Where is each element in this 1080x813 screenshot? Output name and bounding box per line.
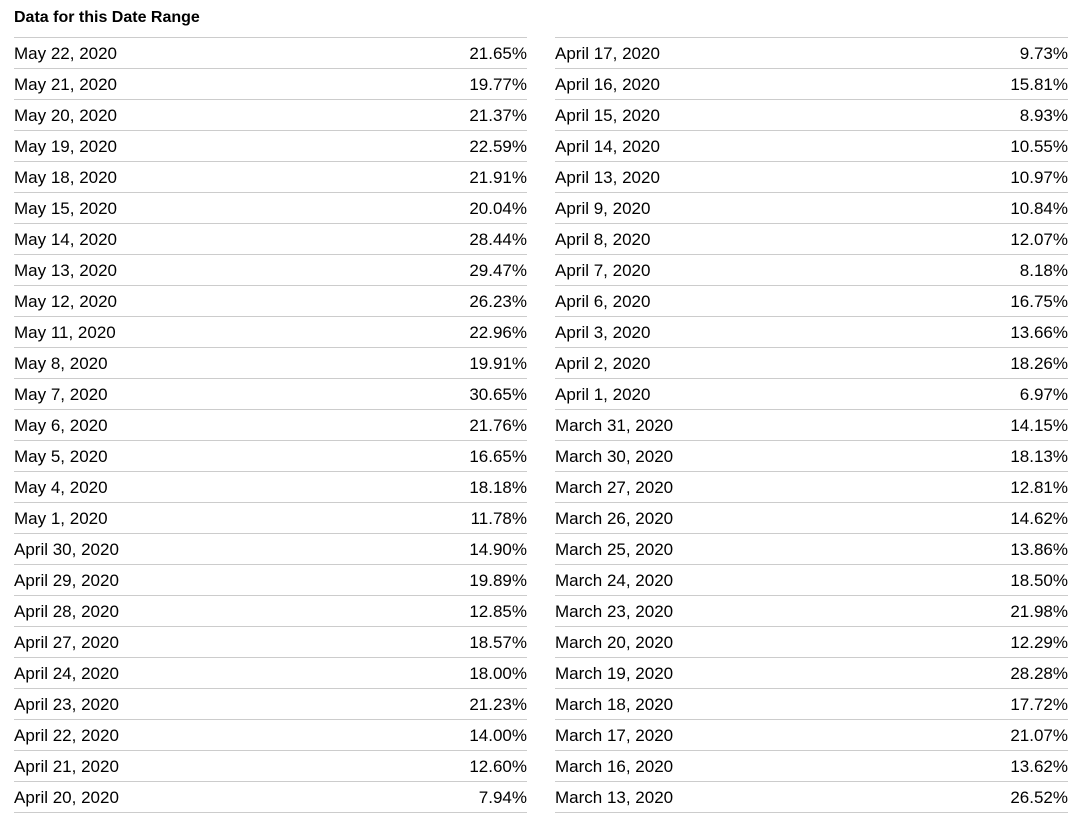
date-cell: March 24, 2020	[555, 570, 674, 590]
table-row	[14, 503, 527, 534]
table-row	[14, 131, 527, 162]
table-row	[555, 565, 1068, 596]
table-row	[555, 751, 1068, 782]
value-cell: 13.66%	[1010, 322, 1068, 342]
date-cell: March 27, 2020	[555, 477, 674, 497]
value-cell: 15.81%	[1010, 74, 1068, 94]
date-cell: April 17, 2020	[555, 43, 660, 63]
table-row	[14, 286, 527, 317]
value-cell: 10.84%	[1010, 198, 1068, 218]
value-cell: 19.77%	[469, 74, 527, 94]
value-cell: 12.29%	[1010, 632, 1068, 652]
table-row	[14, 782, 527, 813]
table-row	[14, 379, 527, 410]
value-cell: 16.75%	[1010, 291, 1068, 311]
table-row	[555, 534, 1068, 565]
value-cell: 18.00%	[469, 663, 527, 683]
table-row	[14, 658, 527, 689]
date-cell: March 16, 2020	[555, 756, 674, 776]
value-cell: 8.18%	[1019, 260, 1068, 280]
value-cell: 14.90%	[469, 539, 527, 559]
value-cell: 30.65%	[469, 384, 527, 404]
table-row	[14, 100, 527, 131]
table-row	[14, 689, 527, 720]
date-cell: May 19, 2020	[14, 136, 118, 156]
value-cell: 22.96%	[469, 322, 527, 342]
date-cell: April 23, 2020	[14, 694, 119, 714]
date-cell: May 13, 2020	[14, 260, 118, 280]
date-cell: April 22, 2020	[14, 725, 119, 745]
date-cell: April 7, 2020	[555, 260, 651, 280]
table-row	[14, 69, 527, 100]
value-cell: 28.28%	[1010, 663, 1068, 683]
table-row	[14, 410, 527, 441]
date-cell: May 5, 2020	[14, 446, 108, 466]
table-row	[555, 286, 1068, 317]
table-row	[14, 534, 527, 565]
table-row	[555, 224, 1068, 255]
page-title: Data for this Date Range	[14, 9, 200, 26]
date-cell: March 13, 2020	[555, 787, 674, 807]
value-cell: 10.55%	[1010, 136, 1068, 156]
table-row	[555, 472, 1068, 503]
table-row	[555, 689, 1068, 720]
table-row	[555, 782, 1068, 813]
value-cell: 26.23%	[469, 291, 527, 311]
table-row	[14, 255, 527, 286]
table-row	[14, 224, 527, 255]
date-cell: May 22, 2020	[14, 43, 118, 63]
date-cell: May 8, 2020	[14, 353, 108, 373]
value-cell: 12.85%	[469, 601, 527, 621]
date-cell: May 4, 2020	[14, 477, 108, 497]
table-row	[555, 379, 1068, 410]
date-cell: March 23, 2020	[555, 601, 674, 621]
table-row	[555, 720, 1068, 751]
value-cell: 21.76%	[469, 415, 527, 435]
value-cell: 21.65%	[469, 43, 527, 63]
date-cell: April 9, 2020	[555, 198, 651, 218]
table-row	[555, 658, 1068, 689]
date-cell: May 11, 2020	[14, 322, 116, 342]
table-row	[555, 38, 1068, 69]
value-cell: 12.60%	[469, 756, 527, 776]
value-cell: 21.23%	[469, 694, 527, 714]
value-cell: 22.59%	[469, 136, 527, 156]
date-cell: May 18, 2020	[14, 167, 118, 187]
value-cell: 19.89%	[469, 570, 527, 590]
value-cell: 20.04%	[469, 198, 527, 218]
date-cell: May 21, 2020	[14, 74, 118, 94]
table-row	[14, 193, 527, 224]
date-cell: April 28, 2020	[14, 601, 119, 621]
table-row	[555, 69, 1068, 100]
date-cell: May 15, 2020	[14, 198, 118, 218]
date-cell: May 1, 2020	[14, 508, 108, 528]
table-row	[14, 596, 527, 627]
value-cell: 18.57%	[469, 632, 527, 652]
date-cell: April 15, 2020	[555, 105, 660, 125]
value-cell: 18.26%	[1010, 353, 1068, 373]
table-row	[555, 255, 1068, 286]
data-table-left	[14, 37, 527, 813]
date-cell: April 2, 2020	[555, 353, 651, 373]
table-row	[555, 131, 1068, 162]
value-cell: 21.07%	[1010, 725, 1068, 745]
value-cell: 8.93%	[1019, 105, 1068, 125]
date-cell: April 3, 2020	[555, 322, 651, 342]
table-row	[14, 348, 527, 379]
value-cell: 18.18%	[469, 477, 527, 497]
table-row	[14, 565, 527, 596]
date-cell: May 14, 2020	[14, 229, 118, 249]
date-cell: April 8, 2020	[555, 229, 651, 249]
value-cell: 12.07%	[1010, 229, 1068, 249]
date-cell: April 14, 2020	[555, 136, 660, 156]
table-row	[14, 720, 527, 751]
date-cell: March 18, 2020	[555, 694, 674, 714]
table-row	[14, 162, 527, 193]
table-row	[555, 317, 1068, 348]
value-cell: 29.47%	[469, 260, 527, 280]
table-row	[14, 317, 527, 348]
date-cell: April 24, 2020	[14, 663, 119, 683]
table-row	[555, 162, 1068, 193]
date-cell: March 26, 2020	[555, 508, 674, 528]
value-cell: 18.50%	[1010, 570, 1068, 590]
value-cell: 26.52%	[1010, 787, 1068, 807]
table-row	[14, 441, 527, 472]
data-table-right	[555, 37, 1068, 813]
date-cell: April 16, 2020	[555, 74, 660, 94]
table-row	[14, 751, 527, 782]
date-cell: March 20, 2020	[555, 632, 674, 652]
date-cell: April 20, 2020	[14, 787, 119, 807]
value-cell: 21.37%	[469, 105, 527, 125]
date-cell: April 6, 2020	[555, 291, 651, 311]
value-cell: 6.97%	[1019, 384, 1068, 404]
value-cell: 13.62%	[1010, 756, 1068, 776]
date-cell: April 30, 2020	[14, 539, 119, 559]
table-row	[555, 410, 1068, 441]
value-cell: 7.94%	[478, 787, 527, 807]
table-row	[555, 193, 1068, 224]
date-cell: March 17, 2020	[555, 725, 674, 745]
date-cell: May 6, 2020	[14, 415, 108, 435]
value-cell: 11.78%	[470, 508, 527, 528]
value-cell: 17.72%	[1010, 694, 1068, 714]
date-cell: April 21, 2020	[14, 756, 119, 776]
value-cell: 10.97%	[1010, 167, 1068, 187]
table-row	[555, 441, 1068, 472]
date-cell: May 7, 2020	[14, 384, 108, 404]
date-cell: April 27, 2020	[14, 632, 119, 652]
date-cell: March 25, 2020	[555, 539, 674, 559]
table-row	[14, 627, 527, 658]
table-row	[555, 348, 1068, 379]
value-cell: 21.91%	[469, 167, 527, 187]
date-cell: May 12, 2020	[14, 291, 118, 311]
value-cell: 16.65%	[469, 446, 527, 466]
value-cell: 12.81%	[1010, 477, 1068, 497]
table-row	[14, 38, 527, 69]
value-cell: 18.13%	[1010, 446, 1068, 466]
value-cell: 14.62%	[1010, 508, 1068, 528]
date-cell: March 19, 2020	[555, 663, 674, 683]
date-cell: April 1, 2020	[555, 384, 651, 404]
table-row	[555, 100, 1068, 131]
value-cell: 19.91%	[469, 353, 527, 373]
table-row	[14, 472, 527, 503]
value-cell: 14.00%	[469, 725, 527, 745]
value-cell: 21.98%	[1010, 601, 1068, 621]
date-cell: April 13, 2020	[555, 167, 660, 187]
date-cell: April 29, 2020	[14, 570, 119, 590]
value-cell: 13.86%	[1010, 539, 1068, 559]
date-cell: March 30, 2020	[555, 446, 674, 466]
value-cell: 9.73%	[1019, 43, 1068, 63]
table-row	[555, 503, 1068, 534]
value-cell: 14.15%	[1010, 415, 1068, 435]
date-cell: March 31, 2020	[555, 415, 674, 435]
date-cell: May 20, 2020	[14, 105, 118, 125]
table-row	[555, 627, 1068, 658]
table-row	[555, 596, 1068, 627]
value-cell: 28.44%	[469, 229, 527, 249]
